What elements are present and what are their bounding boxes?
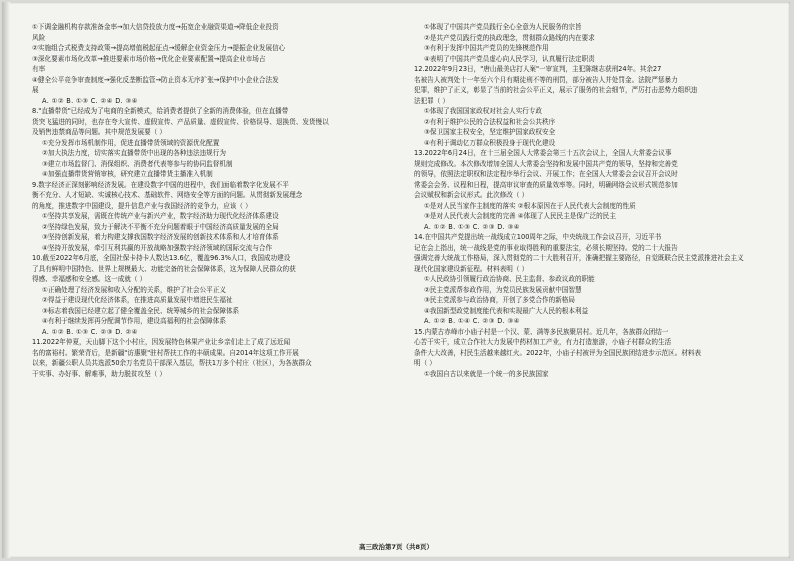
answer-options: A. ①② B. ①③ C. ②④ D. ③④ [42, 96, 138, 105]
option-statement: ③民主党派参与政治协商，开创了多党合作的新格局 [424, 296, 575, 304]
answer-options: A. ①② B. ①③ C. ②③ D. ③④ [424, 222, 520, 231]
option-statement: ④我国新型政党制度能代表和实现最广大人民的根本利益 [424, 306, 589, 315]
option-statement: ②有利于维护公民的合法权益和社会公共秩序 [424, 117, 556, 126]
question-text-line: 名的富裕村。繁荣背后，是新疆"访惠聚"驻村帮扶工作的丰硕成果。自2014年这项工作开展 [32, 348, 299, 357]
question-text-line: 规则完成修改。本次修改增加全国人大常委会坚持和发展中国共产党的领导，坚持和完善党 [414, 159, 678, 168]
question-text-line: ①下调金融机构存款准备金率→加大信贷投放力度→拓宽企业融资渠道→降低企业投资 [32, 23, 279, 31]
question-text-line: 干实事、办好事、解难事，助力脱贫攻坚（ ） [32, 369, 166, 378]
scan-edge-shadow [2, 2, 10, 558]
question-text-line: 心苦干实干，成立合作社大力发展中药材加工产业，有力打造旅游，小庙子村群众的生活 [414, 338, 672, 346]
question-text-line: 展 [32, 86, 39, 94]
question-text-line: 常委会会务、议程和日程，提高审议审查的质量效率等。同时，明确网络会议形式规范参加 [414, 180, 678, 189]
option-statement: ①我国自古以来就是一个统一的多民族国家 [424, 369, 549, 378]
question-text-line: 犯罪，维护了正义，彰显了当前的社会公平正义，展示了服务的社会细节，严厉打击恶势力组织违 [414, 86, 698, 94]
question-text-line: 货突飞猛进的同时，也存在夸大宣传、虚假宣传、产品质量、虚假宣传、价格误导、退换货、发货慢以 [32, 117, 329, 126]
option-statement: ②加大执法力度，切实落实直播带货中出现的各种违法违规行为 [42, 149, 226, 157]
question-text-line: 有率 [32, 65, 46, 73]
question-text-line: 12.2022年9月23日，"唐山最美店打人案"一审宣判，主犯陈继志获刑24年。其余27 [414, 65, 662, 73]
question-text-line: 14.在中国共产党提出统一战线成立100周年之际，中央统战工作会议召开，习近平书 [414, 233, 662, 241]
question-text-line: ③深化要素市场化改革→推进要素市场价格→优化企业要素配置→提高企业市场占 [32, 54, 266, 63]
option-statement: ②坚持绿色发展，致力于解决不平衡不充分问题着眼于中国经济高质量发展的全局 [42, 222, 279, 231]
option-statement: ①人民政协引领履行政治协商、民主监督、参政议政的职能 [424, 275, 595, 283]
exam-page [2, 2, 790, 558]
question-text-line: 现代化国家建设新征程。材料表明（ ） [414, 264, 529, 273]
question-text-line: 会议赋权和新会议形式。此次修改（ ） [414, 191, 529, 199]
question-text-line: 条件大大改善，村民生活越来越红火。2022年，小庙子村被评为全国民族团结进步示范区。材料表 [414, 348, 702, 357]
option-statement: ③坚持创新发展，着力构建支撑我国数字经济发展的创新技术体系和人才培育体系 [42, 233, 279, 241]
question-text-line: 8."直播带货"已经成为了电商的全新模式，给消费者提供了全新的消费体验，但在直播带 [32, 107, 289, 115]
question-text-line: 及销售违禁商品等问题。其中规范发展要（ ） [32, 128, 166, 136]
option-statement: ③建立市场监督门、消保组织、消费者代表等参与的协同监督机制 [42, 159, 233, 168]
option-statement: ③标志着我国已经建立起了健全覆盖全民、统筹城乡的社会保障体系 [42, 306, 240, 315]
option-statement: ①体现了中国共产党员践行全心全意为人民服务的宗旨 [424, 23, 582, 31]
question-text-line: 法犯罪（ ） [414, 96, 450, 105]
page-number-label: 高三政治第7页（共8页） [358, 543, 434, 551]
option-statement: ④加强直播带货营销审核，研究建立直播带货主播准入机制 [42, 170, 213, 178]
question-text-line: 强调完善大统战工作格局，深入贯彻党的二十大胜利召开，准确把握主要路径，自觉既联合民主党派推进社会主义 [414, 254, 744, 262]
option-statement: ①体现了我国国家政权对社会人实行专政 [424, 107, 543, 115]
question-text-line: 的角度，推进数字中国建设，提升信息产业与我国经济的竞争力，应该（ ） [32, 201, 252, 210]
option-statement: ③是对人民代表大会制度的完善 ④体现了人民民主是保广泛的民主 [424, 212, 616, 220]
question-text-line: 9.数字经济正深刻影响经济发展。在建设数字中国的进程中，我们面临着数字化发展不平 [32, 180, 289, 189]
option-statement: ④有利于调动亿万群众积极投身于现代化建设 [424, 138, 556, 147]
question-text-line: 风险 [32, 33, 46, 42]
question-text-line: 以来，新疆公职人员共选派50余万名党员干部深入基层，帮扶1万多个村庄（社区），为各族群众 [32, 359, 312, 367]
question-text-line: ②实施组合式税费支持政策→提高增值税起征点→缓解企业资金压力→提振企业发展信心 [32, 44, 286, 52]
question-text-line: 得感、幸福感和安全感。这一成就（ ） [32, 275, 147, 283]
question-text-line: 10.截至2022年6月底，全国社保卡持卡人数达13.6亿，覆盖96.3%人口，我国成功建设 [32, 254, 291, 262]
option-statement: ②是共产党员践行党的执政理念，贯彻群众路线的内在要求 [424, 33, 595, 42]
option-statement: ④有利于继续发挥再分配调节作用，建设高福利的社会保障体系 [42, 317, 226, 325]
question-text-line: 记在会上指出，统一战线是党的事业取得胜利的重要法宝，必须长期坚持。党的二十大报告 [414, 243, 678, 252]
option-statement: ②民主党派帮参政作用，为党员民族发展贡献中国智慧 [424, 285, 582, 294]
option-statement: ①正确处理了经济发展和收入分配的关系，维护了社会公平正义 [42, 285, 226, 294]
question-text-line: 15.内蒙古赤峰市小庙子村是一个汉、蒙、满等多民族聚居村。近几年，各族群众团结一 [414, 327, 669, 336]
option-statement: ①充分发挥市场机制作用，促进直播带货领域的资源优化配置 [42, 138, 220, 147]
option-statement: ④表明了中国共产党员虚心向人民学习，认真履行法定职责 [424, 54, 595, 63]
answer-options: A. ①② B. ①③ C. ②③ D. ②④ [42, 327, 138, 336]
question-text-line: 11.2022年仲夏，天山脚下这个小村庄，因发展特色林果产业让乡亲们走上了成了远近闻 [32, 338, 291, 346]
option-statement: ①是对人民当家作主制度的落实 ②根本原因在于人民代表大会制度的性质 [424, 201, 636, 210]
option-statement: ③保卫国家主权安全，坚定维护国家政权安全 [424, 128, 556, 136]
right-column [414, 22, 784, 379]
question-text-line: 的领导，依照法定职权和法定程序举行会议、开展工作；在全国人大常委会会议召开会议时 [414, 170, 678, 178]
question-text-line: 13.2022年6月24日，在十三届全国人大常委会第三十五次会议上，全国人大常委会议事 [414, 149, 672, 157]
question-text-line: ④健全公平竞争审查制度→强化反垄断监管→防止资本无序扩张→保护中小企业合法发 [32, 75, 279, 84]
page-footer [2, 542, 790, 551]
option-statement: ①坚持共享发展，需既在传统产业与新兴产业，数字经济助力现代化经济体系建设 [42, 212, 279, 220]
option-statement: ③有利于发挥中国共产党员的先锋模范作用 [424, 44, 549, 52]
option-statement: ④坚持开放发展，牵引互利共赢的开放战略加强数字经济领域的国际交流与合作 [42, 243, 273, 252]
question-text-line: 衡不充分、人才短缺、实诚核心技术、基础软件、网络安全等方面的问题。从贯彻新发展理念 [32, 191, 303, 199]
answer-options: A. ①② B. ①④ C. ②③ D. ③④ [424, 317, 520, 325]
question-text-line: 明（ ） [414, 359, 436, 367]
question-text-line: 了具有鲜明中国特色、世界上规模最大、功能完备的社会保障体系，这为保障人民群众的获 [32, 264, 296, 273]
question-text-line: 名被告人被判处十一年至六个月有期徒刑不等的刑罚，部分被告人并处罚金。法院严惩暴力 [414, 75, 678, 84]
option-statement: ②得益于建设现代化经济体系，在推进高质量发展中增进民生福祉 [42, 296, 233, 304]
left-column [32, 22, 402, 379]
